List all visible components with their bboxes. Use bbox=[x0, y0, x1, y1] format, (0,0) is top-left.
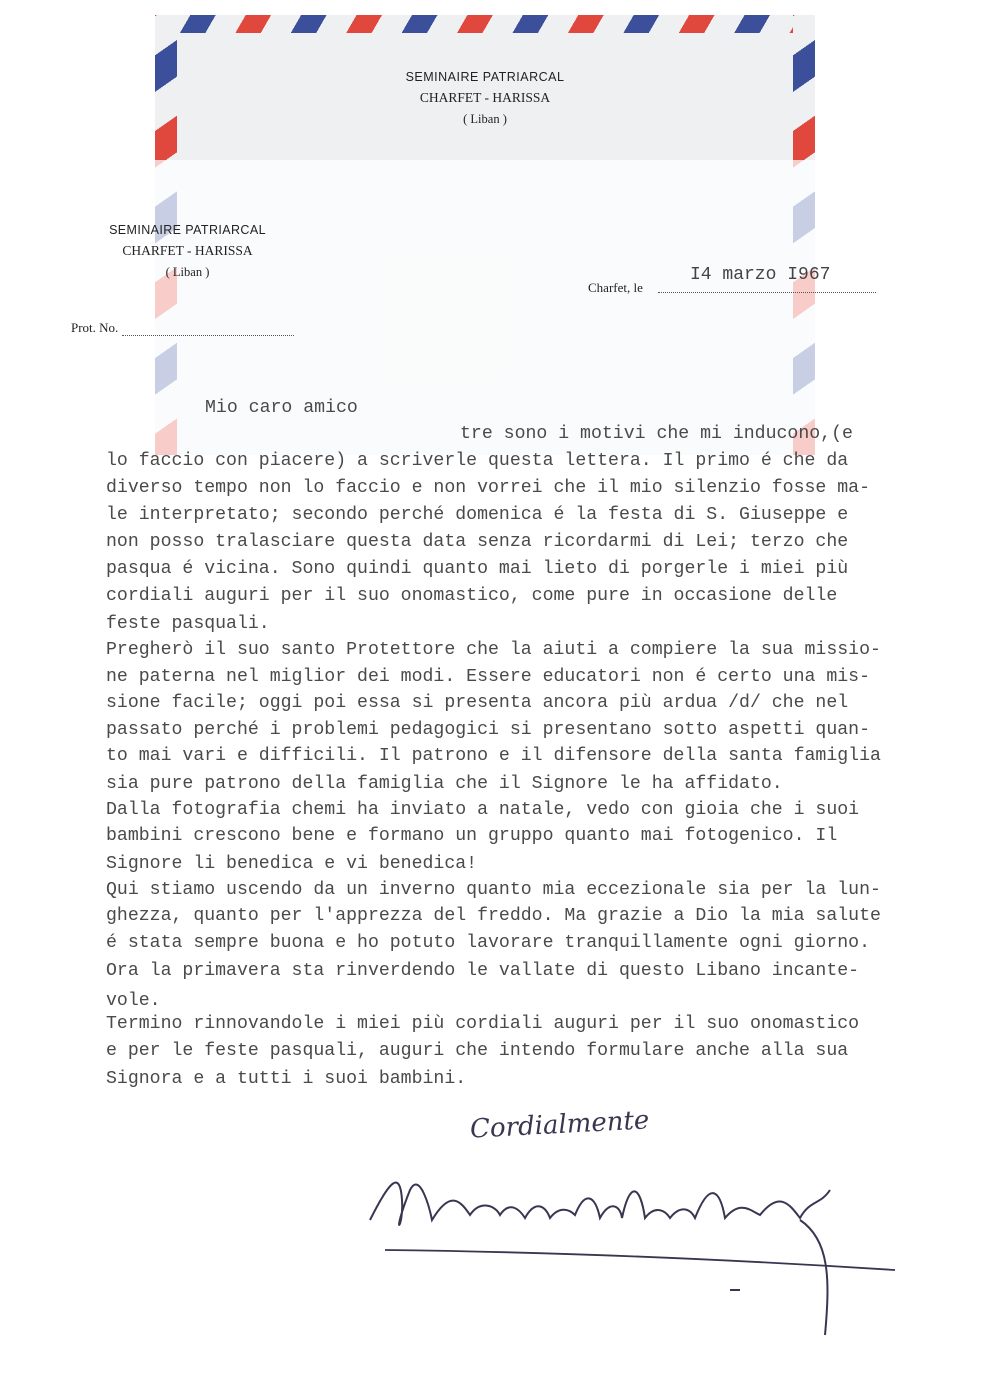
envelope-sender-place: CHARFET - HARISSA bbox=[419, 90, 551, 105]
typed-line: sia pure patrono della famiglia che il Signore le ha affidato. bbox=[106, 774, 783, 794]
typed-line: diverso tempo non lo faccio e non vorrei che il mio silenzio fosse ma- bbox=[106, 478, 870, 498]
closing-handwritten: Cordialmente bbox=[469, 1105, 651, 1145]
typed-line: Signora e a tutti i suoi bambini. bbox=[106, 1069, 467, 1089]
typed-line: lo faccio con piacere) a scriverle questa lettera. Il primo é che da bbox=[106, 451, 849, 471]
typed-line: Pregherò il suo santo Protettore che la aiuti a compiere la sua missio- bbox=[106, 640, 881, 660]
protocol-dotted-line bbox=[122, 335, 294, 336]
typed-line: Qui stiamo uscendo da un inverno quanto mia eccezionale sia per la lun- bbox=[106, 880, 881, 900]
letterhead-place: CHARFET - HARISSA bbox=[122, 243, 253, 258]
letterhead-country: ( Liban ) bbox=[165, 265, 210, 279]
handwritten-signature bbox=[360, 1160, 920, 1340]
typed-line: Dalla fotografia chemi ha inviato a natale, vedo con gioia che i suoi bbox=[106, 800, 860, 820]
protocol-label: Prot. No. bbox=[71, 320, 119, 335]
typed-line: passato perché i problemi pedagogici si presentano sotto aspetti quan- bbox=[106, 720, 870, 740]
salutation: Mio caro amico bbox=[205, 398, 358, 418]
typed-line: le interpretato; secondo perché domenica é la festa di S. Giuseppe e bbox=[106, 505, 849, 525]
typed-line: tre sono i motivi che mi inducono,(e bbox=[460, 424, 853, 444]
envelope-sender-name: SEMINAIRE PATRIARCAL bbox=[405, 70, 565, 84]
typed-line: vole. bbox=[106, 991, 161, 1011]
letterhead bbox=[100, 223, 275, 280]
typed-line: Termino rinnovandole i miei più cordiali auguri per il suo onomastico bbox=[106, 1014, 860, 1034]
typed-line: ghezza, quanto per l'apprezza del freddo. Ma grazie a Dio la mia salute bbox=[106, 906, 881, 926]
letterhead-name: SEMINAIRE PATRIARCAL bbox=[109, 223, 266, 237]
typed-line: Ora la primavera sta rinverdendo le vallate di questo Libano incante- bbox=[106, 961, 860, 981]
typed-line: to mai vari e difficili. Il patrono e il difensore della santa famiglia bbox=[106, 746, 881, 766]
airmail-stripe-top bbox=[155, 15, 815, 33]
typed-line: pasqua é vicina. Sono quindi quanto mai lieto di porgerle i miei più bbox=[106, 559, 849, 579]
typed-line: é stata sempre buona e ho potuto lavorare tranquillamente ogni giorno. bbox=[106, 933, 870, 953]
date-label: Charfet, le bbox=[588, 280, 643, 295]
typed-line: non posso tralasciare questa data senza ricordarmi di Lei; terzo che bbox=[106, 532, 849, 552]
typed-line: cordiali auguri per il suo onomastico, come pure in occasione delle bbox=[106, 586, 838, 606]
protocol-number bbox=[71, 320, 294, 336]
typed-line: ne paterna nel miglior dei modi. Essere educatori non é certo una mis- bbox=[106, 667, 870, 687]
typed-line: feste pasquali. bbox=[106, 614, 270, 634]
typed-line: bambini crescono bene e formano un gruppo quanto mai fotogenico. Il bbox=[106, 826, 838, 846]
typed-line: Signore li benedica e vi benedica! bbox=[106, 854, 478, 874]
date-value: I4 marzo I967 bbox=[690, 265, 831, 285]
envelope-sender bbox=[155, 70, 815, 127]
date-dotted-line bbox=[658, 292, 876, 293]
envelope-sender-country: ( Liban ) bbox=[463, 112, 507, 126]
typed-line: sione facile; oggi poi essa si presenta ancora più ardua /d/ che nel bbox=[106, 693, 849, 713]
typed-line: e per le feste pasquali, auguri che intendo formulare anche alla sua bbox=[106, 1041, 849, 1061]
